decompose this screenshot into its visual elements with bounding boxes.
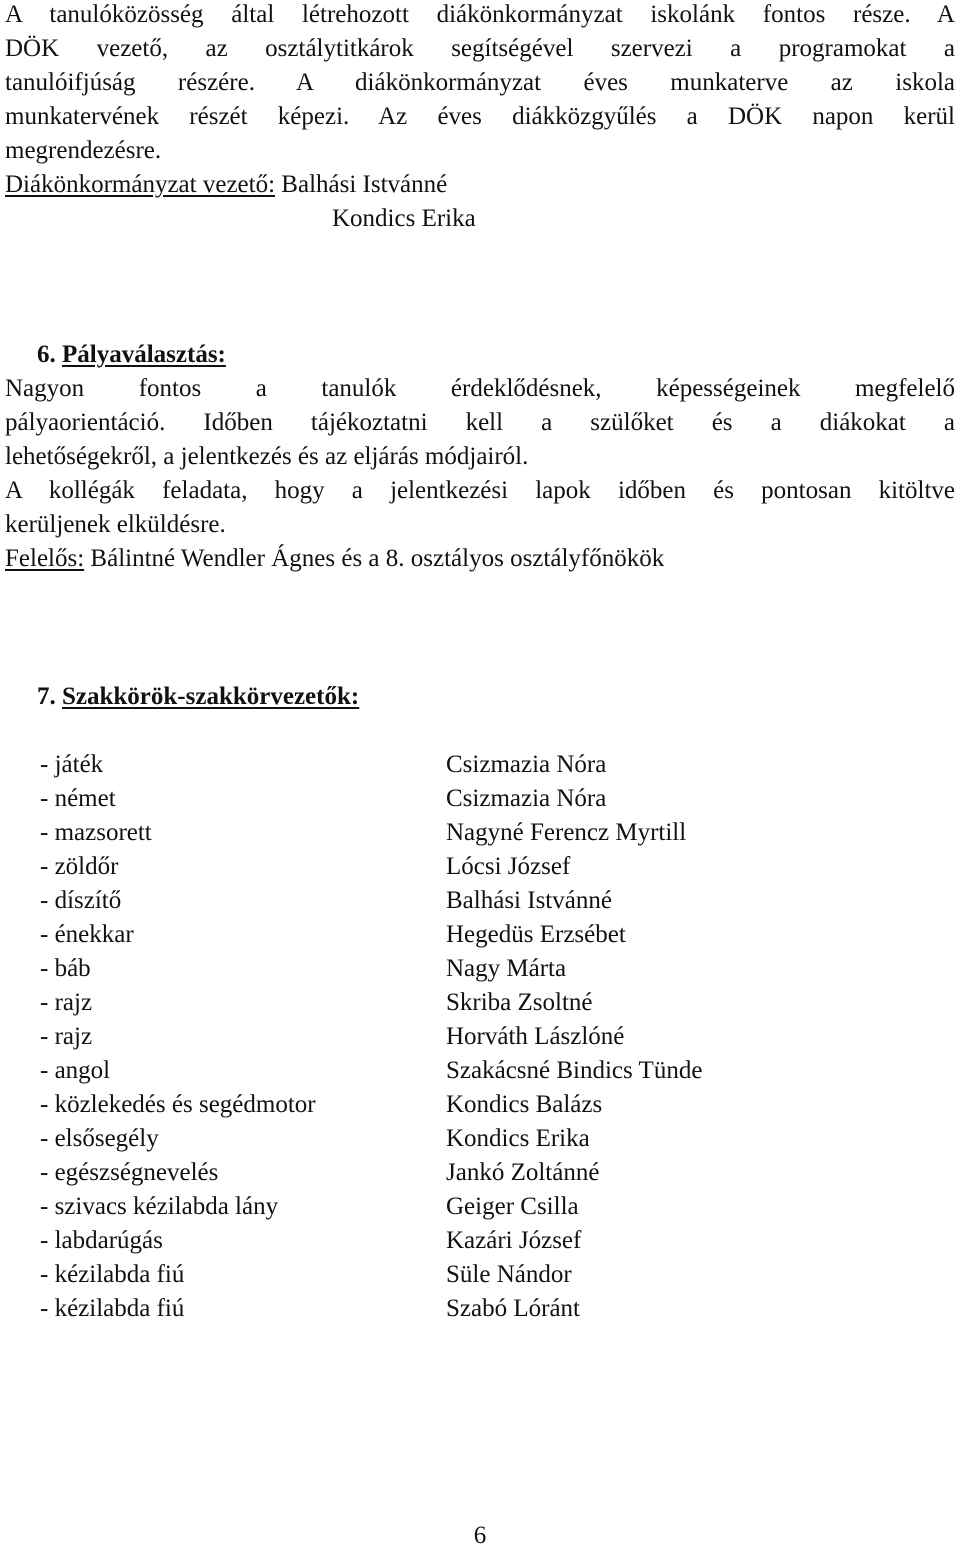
club-teacher: Csizmazia Nóra [446, 785, 607, 812]
club-teacher: Kondics Erika [446, 1125, 590, 1152]
section-6-line-5: kerüljenek elküldésre. [5, 511, 226, 538]
intro-line-1: A tanulóközösség által létrehozott diákönkormányzat iskolánk fontos része. A [5, 1, 955, 28]
section-7-heading [37, 680, 960, 714]
club-activity: - labdarúgás [40, 1227, 163, 1254]
club-teacher: Geiger Csilla [446, 1193, 579, 1220]
club-teacher: Kazári József [446, 1227, 582, 1254]
club-teacher: Nagy Márta [446, 955, 567, 982]
dok-leader-name-2: Kondics Erika [332, 205, 476, 232]
club-teacher: Balhási Istvánné [446, 887, 612, 914]
section-6-responsible [5, 542, 955, 576]
section-6-line-1: Nagyon fontos a tanulók érdeklődésnek, képességeinek megfelelő [5, 375, 955, 402]
section-6-heading [37, 338, 960, 372]
club-teacher: Lócsi József [446, 853, 571, 880]
club-teacher: Csizmazia Nóra [446, 751, 607, 778]
club-activity: - szivacs kézilabda lány [40, 1193, 279, 1220]
club-activity: - kézilabda fiú [40, 1295, 185, 1322]
club-teacher: Horváth Lászlóné [446, 1023, 625, 1050]
club-teacher: Nagyné Ferencz Myrtill [446, 819, 687, 846]
club-activity: - díszítő [40, 887, 122, 914]
section-6-title: Pályaválasztás: [62, 341, 226, 368]
club-activity: - énekkar [40, 921, 134, 948]
section-6-responsible-label: Felelős: [5, 545, 85, 572]
section-6-line-4: A kollégák feladata, hogy a jelentkezési lapok időben és pontosan kitöltve [5, 477, 955, 504]
club-activity: - játék [40, 751, 104, 778]
club-teacher: Szabó Lóránt [446, 1295, 580, 1322]
dok-leader-line [5, 168, 955, 202]
club-activity: - rajz [40, 1023, 93, 1050]
club-teacher: Skriba Zsoltné [446, 989, 593, 1016]
section-6-number: 6. [37, 341, 56, 368]
club-activity: - elsősegély [40, 1125, 159, 1152]
club-activity: - egészségnevelés [40, 1159, 219, 1186]
section-6-line-2-wrap [5, 406, 955, 440]
club-activity: - kézilabda fiú [40, 1261, 185, 1288]
page-number: 6 [473, 1522, 487, 1549]
dok-leader-name-1: Balhási Istvánné [281, 171, 448, 198]
intro-line-2: DÖK vezető, az osztálytitkárok segítségével szervezi a programokat a [5, 35, 955, 62]
intro-line-3: tanulóifjúság részére. A diákönkormányzat éves munkaterve az iskola [5, 69, 955, 96]
club-activity: - közlekedés és segédmotor [40, 1091, 316, 1118]
club-activity: - angol [40, 1057, 111, 1084]
section-6-line-2: pályaorientáció. Időben tájékoztatni kell a szülőket és a diákokat a [5, 409, 955, 436]
club-activity: - mazsorett [40, 819, 152, 846]
club-activity: - rajz [40, 989, 93, 1016]
club-activity: - német [40, 785, 116, 812]
section-6-line-3: lehetőségekről, a jelentkezés és az eljárás módjairól. [5, 443, 529, 470]
club-teacher: Jankó Zoltánné [446, 1159, 600, 1186]
intro-line-4: munkatervének részét képezi. Az éves diákközgyűlés a DÖK napon kerül [5, 103, 955, 130]
section-7-number: 7. [37, 683, 56, 710]
intro-line-5: megrendezésre. [5, 137, 162, 164]
club-teacher: Süle Nándor [446, 1261, 572, 1288]
club-teacher: Szakácsné Bindics Tünde [446, 1057, 703, 1084]
club-activity: - zöldőr [40, 853, 119, 880]
club-teacher: Kondics Balázs [446, 1091, 603, 1118]
club-activity: - báb [40, 955, 91, 982]
section-7-title: Szakkörök-szakkörvezetők: [62, 683, 360, 710]
club-teacher: Hegedüs Erzsébet [446, 921, 626, 948]
dok-leader-label: Diákönkormányzat vezető: [5, 171, 276, 198]
section-6-responsible-text: Bálintné Wendler Ágnes és a 8. osztályos osztályfőnökök [84, 545, 665, 572]
